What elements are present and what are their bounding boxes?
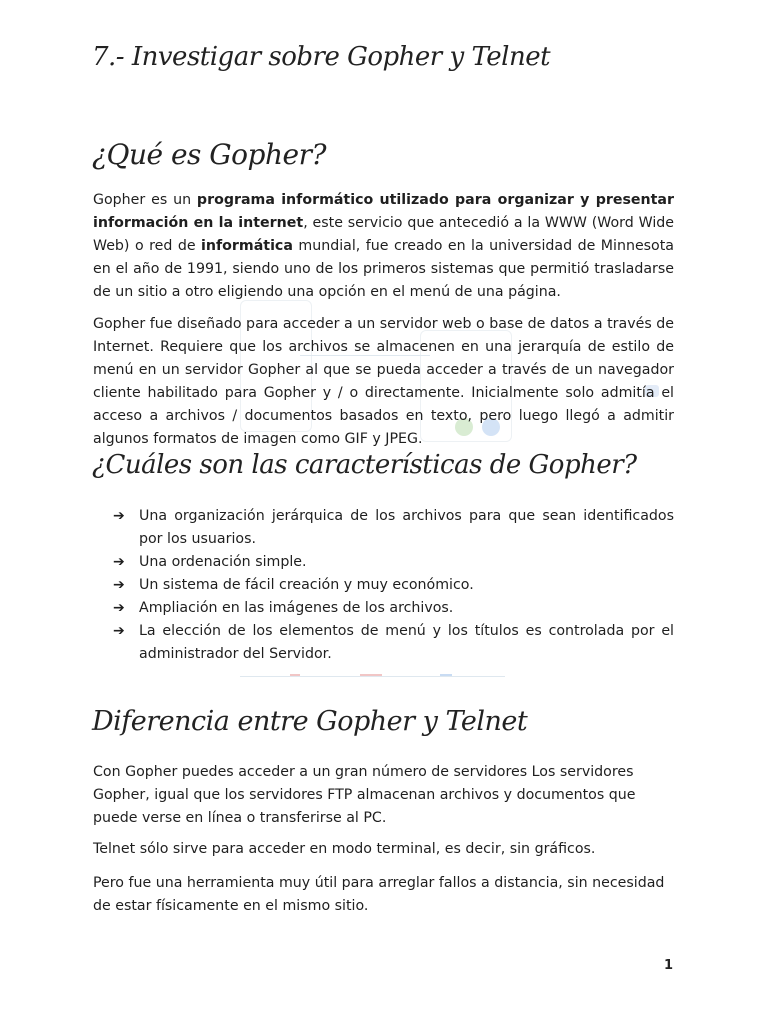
list-item: [113, 597, 674, 620]
heading-gopher-features: ¿Cuáles son las características de Gopher?: [92, 450, 637, 480]
paragraph-gopher-servers: Con Gopher puedes acceder a un gran número de servidores Los servidores Gopher, igual que los servidores FTP almacenan archivos y documentos que puede verse en línea o transferirse al PC.: [93, 764, 636, 826]
list-item-text: Un sistema de fácil creación y muy económico.: [139, 577, 474, 593]
bold-text-run: programa informático utilizado para organizar y presentar información en la internet: [93, 192, 674, 231]
text-run: , este servicio que antecedió a la WWW (Word Wide Web) o red de: [93, 215, 674, 254]
paragraph-gopher-definition: [93, 189, 674, 304]
text-run: Gopher es un: [93, 192, 197, 208]
list-item-text: Una ordenación simple.: [139, 554, 307, 570]
paragraph-telnet-remote: Pero fue una herramienta muy útil para arreglar fallos a distancia, sin necesidad de estar físicamente en el mismo sitio.: [93, 875, 665, 914]
bold-text-run: informática: [201, 238, 293, 254]
watermark-arrow: [290, 666, 300, 676]
arrow-bullet-icon: ➔: [113, 623, 125, 639]
list-item: [113, 574, 674, 597]
features-list: [113, 505, 674, 666]
paragraph-telnet-terminal: Telnet sólo sirve para acceder en modo terminal, es decir, sin gráficos.: [93, 841, 596, 857]
list-item: [113, 505, 674, 551]
heading-gopher-vs-telnet: Diferencia entre Gopher y Telnet: [92, 706, 528, 737]
watermark-line: [240, 676, 505, 677]
heading-what-is-gopher: ¿Qué es Gopher?: [92, 138, 326, 171]
arrow-bullet-icon: ➔: [113, 577, 125, 593]
document-title: 7.- Investigar sobre Gopher y Telnet: [92, 42, 551, 72]
arrow-bullet-icon: ➔: [113, 600, 125, 616]
watermark-arrow: [440, 666, 452, 676]
list-item: [113, 620, 674, 666]
watermark-arrow: [360, 666, 382, 676]
list-item-text: Ampliación en las imágenes de los archivos.: [139, 600, 454, 616]
arrow-bullet-icon: ➔: [113, 508, 125, 524]
text-run: mundial, fue creado en la universidad de Minnesota en el año de 1991, siendo uno de los primeros sistemas que permitió trasladarse de un sitio a otro eligiendo una opción en el menú de una página.: [93, 238, 674, 300]
list-item: [113, 551, 674, 574]
list-item-text: Una organización jerárquica de los archivos para que sean identificados por los usuarios.: [139, 508, 674, 547]
list-item-text: La elección de los elementos de menú y los títulos es controlada por el administrador del Servidor.: [139, 623, 674, 662]
page-number: 1: [664, 958, 674, 973]
arrow-bullet-icon: ➔: [113, 554, 125, 570]
paragraph-gopher-design: Gopher fue diseñado para acceder a un servidor web o base de datos a través de Internet. Requiere que los archivos se almacenen en una jerarquía de estilo de menú en un servidor Gopher al que se pueda acceder a través de un navegador cliente habilitado para Gopher y / o directamente. Inicialmente solo admitía el acceso a archivos / documentos basados en texto, pero luego llegó a admitir algunos formatos de imagen como GIF y JPEG.: [93, 316, 674, 447]
